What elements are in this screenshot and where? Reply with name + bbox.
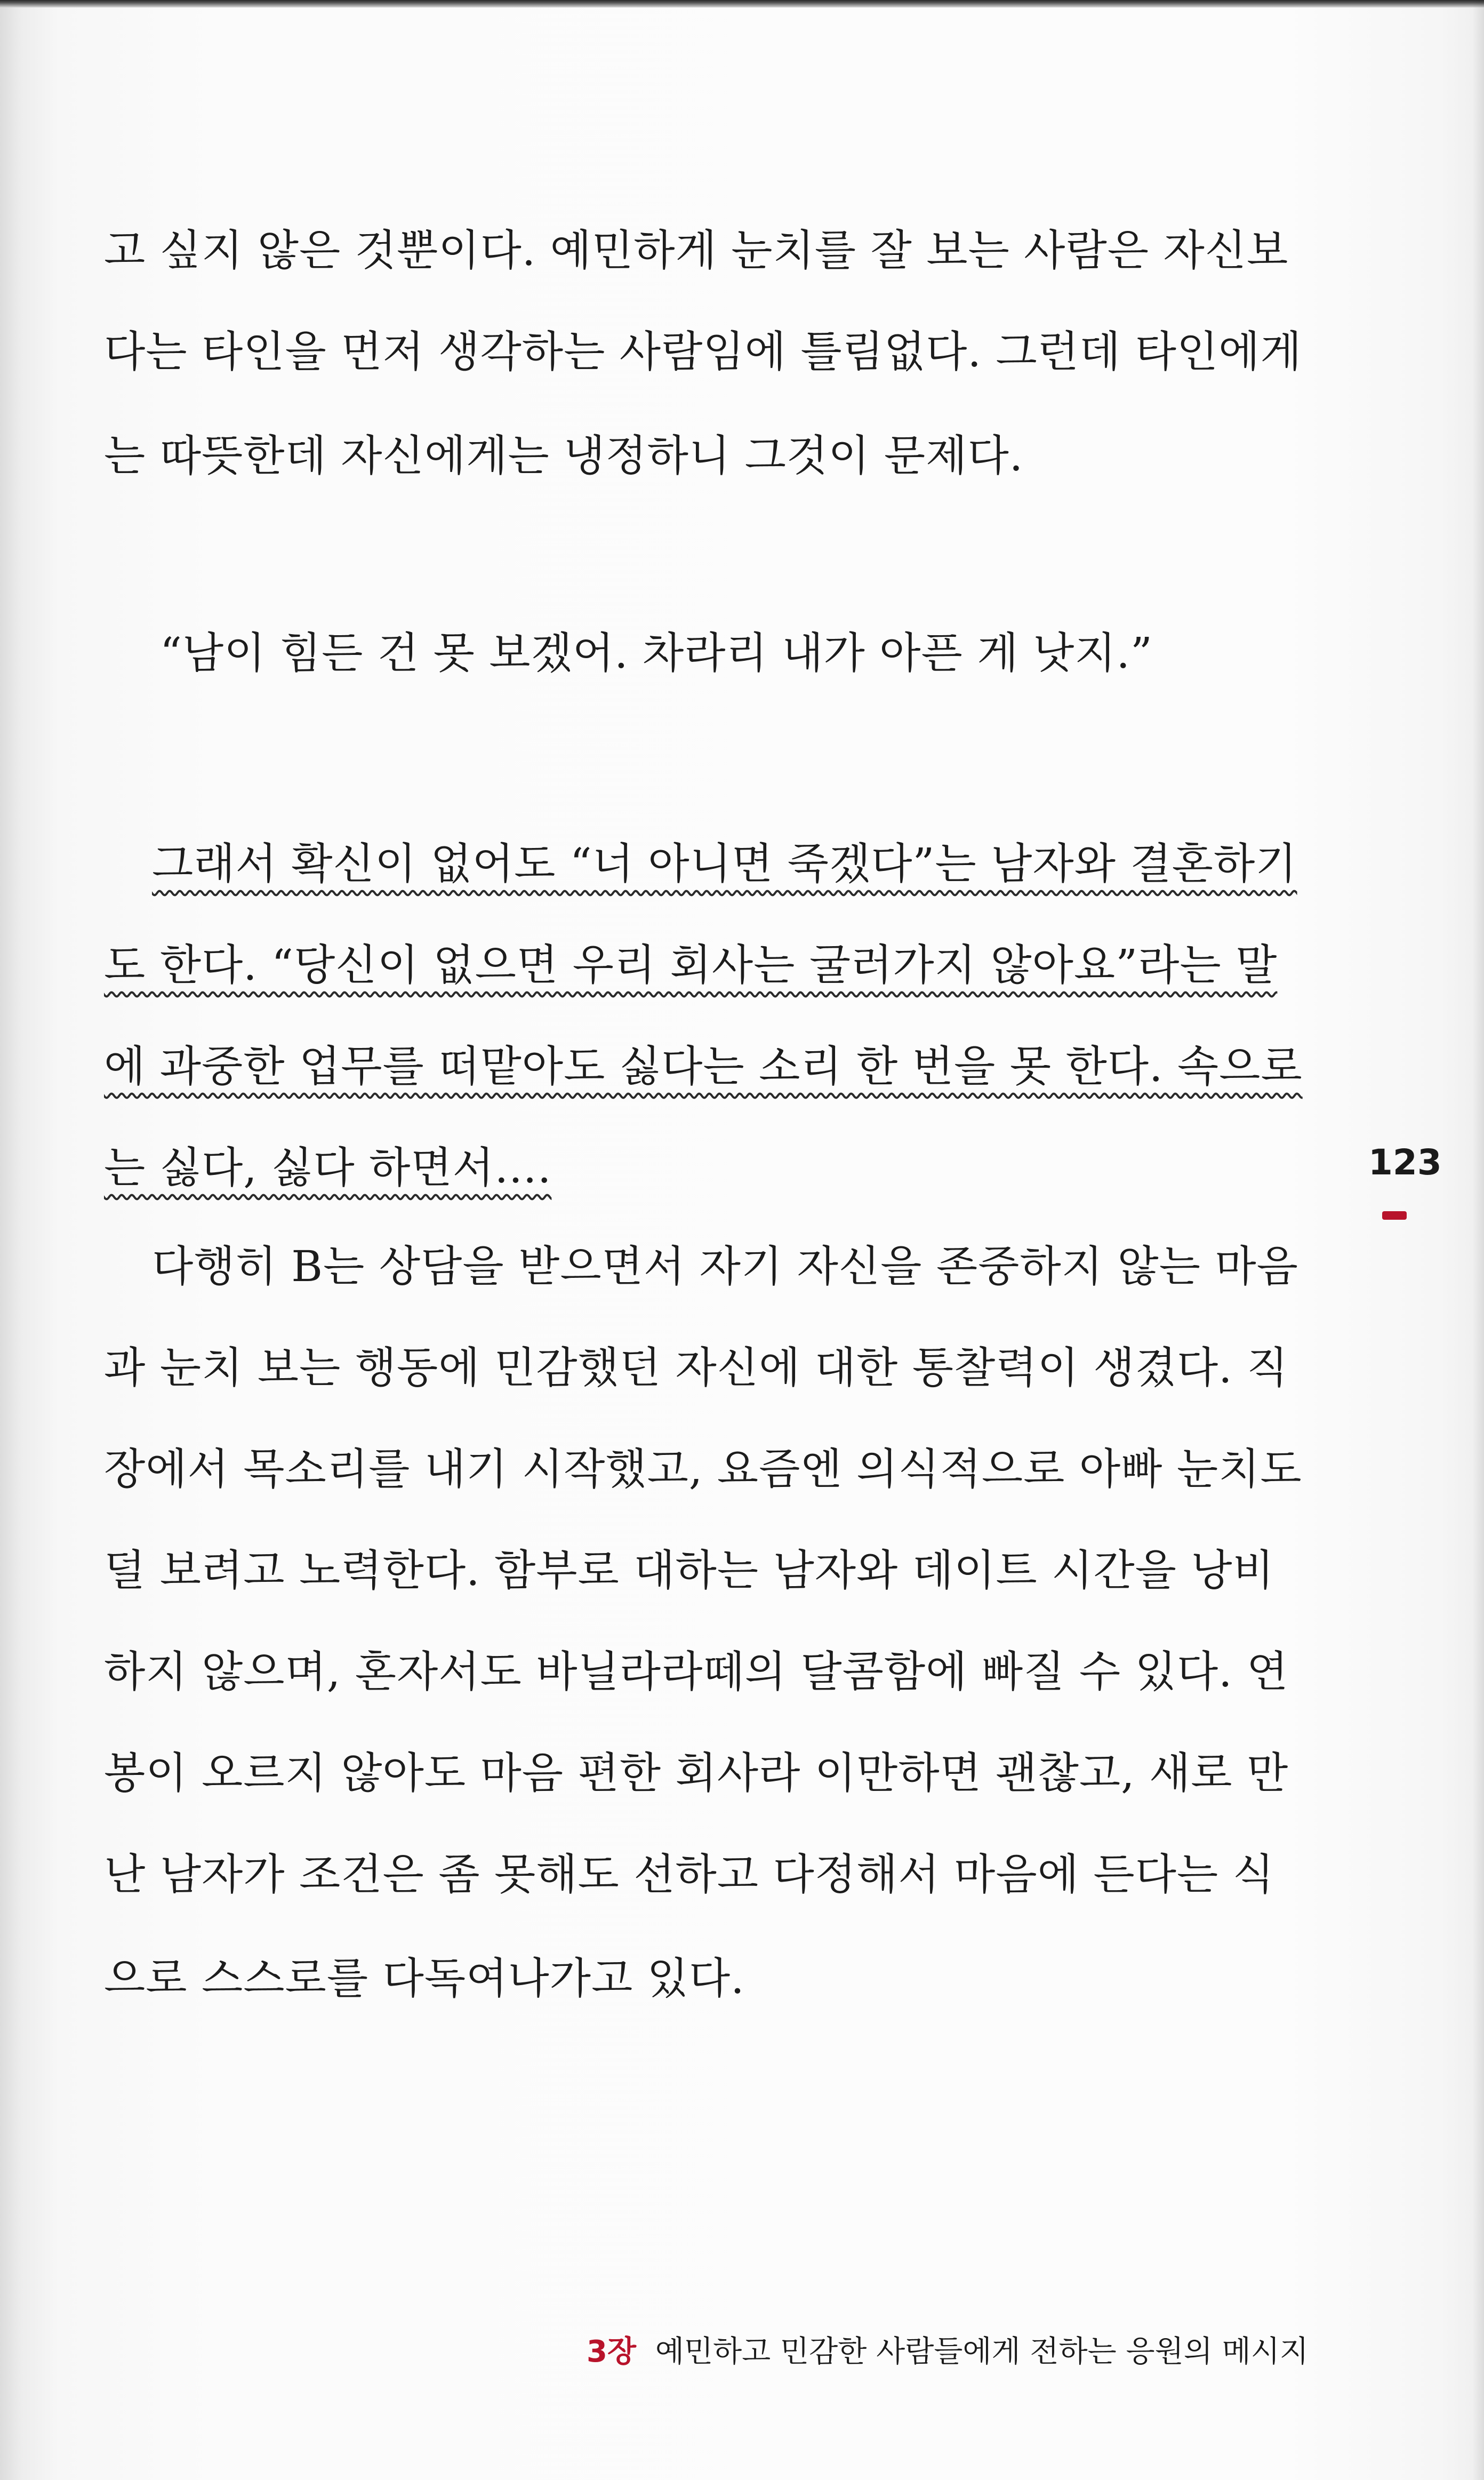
page-marker-icon: [1382, 1211, 1407, 1220]
underlined-text-line: 에 과중한 업무를 떠맡아도 싫다는 소리 한 번을 못 한다. 속으로: [104, 1042, 1303, 1091]
underlined-text-line: 도 한다. “당신이 없으면 우리 회사는 굴러가지 않아요”라는 말: [104, 940, 1278, 990]
text-line: 고 싶지 않은 것뿐이다. 예민하게 눈치를 잘 보는 사람은 자신보: [104, 226, 1289, 275]
quote-line: “남이 힘든 건 못 보겠어. 차라리 내가 아픈 게 낫지.”: [160, 628, 1153, 678]
text-line: 다행히 B는 상담을 받으면서 자기 자신을 존중하지 않는 마음: [152, 1242, 1298, 1291]
text-line: 덜 보려고 노력한다. 함부로 대하는 남자와 데이트 시간을 낭비: [104, 1546, 1274, 1595]
page-right-shadow: [1472, 0, 1484, 2480]
text-line: 장에서 목소리를 내기 시작했고, 요즘엔 의식적으로 아빠 눈치도: [104, 1444, 1302, 1494]
underlined-text-line: 는 싫다, 싫다 하면서….: [104, 1143, 552, 1193]
text-line: 과 눈치 보는 행동에 민감했던 자신에 대한 통찰력이 생겼다. 직: [104, 1343, 1289, 1393]
chapter-title: 예민하고 민감한 사람들에게 전하는 응원의 메시지: [655, 2334, 1309, 2369]
underlined-text-line: 그래서 확신이 없어도 “너 아니면 죽겠다”는 남자와 결혼하기: [152, 839, 1297, 889]
running-footer: [587, 2333, 1309, 2371]
text-line: 으로 스스로를 다독여나가고 있다.: [104, 1954, 745, 2003]
page-number: 123: [1368, 1142, 1442, 1183]
text-line: 난 남자가 조건은 좀 못해도 선하고 다정해서 마음에 든다는 식: [104, 1850, 1274, 1899]
page-top-edge: [0, 0, 1484, 7]
text-line: 다는 타인을 먼저 생각하는 사람임에 틀림없다. 그런데 타인에게: [104, 327, 1302, 377]
text-line: 봉이 오르지 않아도 마음 편한 회사라 이만하면 괜찮고, 새로 만: [104, 1748, 1289, 1798]
text-line: 는 따뜻한데 자신에게는 냉정하니 그것이 문제다.: [104, 431, 1024, 481]
text-line: 하지 않으며, 혼자서도 바닐라라떼의 달콤함에 빠질 수 있다. 연: [104, 1647, 1289, 1697]
chapter-label: 3장: [587, 2334, 637, 2369]
